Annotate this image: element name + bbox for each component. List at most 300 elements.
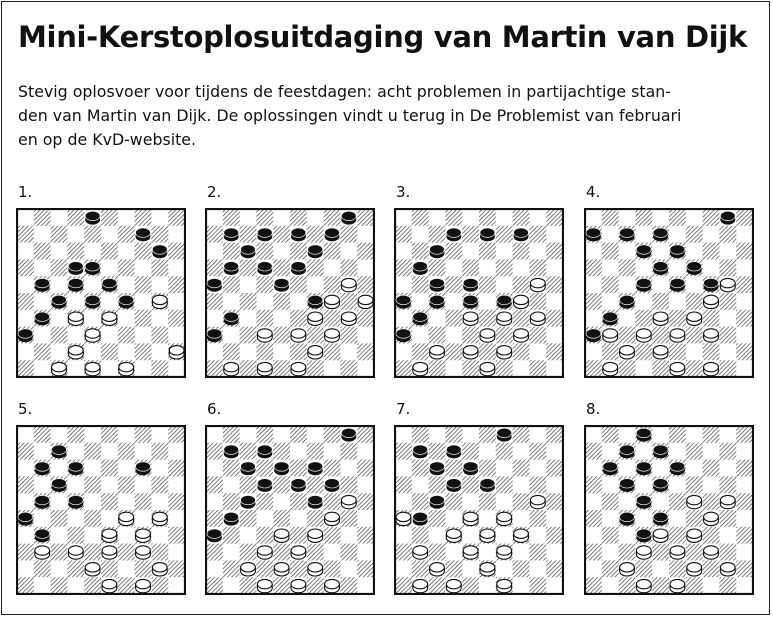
white-piece	[257, 546, 272, 559]
dark-square	[736, 426, 753, 443]
dark-square	[51, 510, 68, 527]
dark-square	[719, 510, 736, 527]
black-piece	[670, 462, 685, 475]
white-piece	[480, 529, 495, 542]
black-piece	[291, 479, 306, 492]
dark-square	[151, 226, 168, 243]
dark-square	[496, 226, 513, 243]
white-piece	[102, 529, 117, 542]
dark-square	[546, 243, 563, 260]
dark-square	[273, 360, 290, 377]
dark-square	[290, 560, 307, 577]
dark-square	[719, 259, 736, 276]
dark-square	[307, 327, 324, 344]
dark-square	[240, 577, 257, 594]
black-piece	[603, 312, 618, 325]
black-piece	[586, 329, 601, 342]
dark-square	[273, 293, 290, 310]
dark-square	[240, 259, 257, 276]
white-piece	[530, 278, 545, 291]
dark-square	[635, 209, 652, 226]
black-piece	[620, 445, 635, 458]
dark-square	[240, 510, 257, 527]
dark-square	[585, 510, 602, 527]
black-piece	[586, 228, 601, 241]
dark-square	[412, 426, 429, 443]
black-piece	[18, 329, 33, 342]
dark-square	[686, 293, 703, 310]
dark-square	[395, 577, 412, 594]
black-piece	[497, 295, 512, 308]
dark-square	[445, 209, 462, 226]
white-piece	[704, 362, 719, 375]
dark-square	[736, 343, 753, 360]
dark-square	[290, 493, 307, 510]
white-piece	[152, 563, 167, 576]
white-piece	[52, 362, 67, 375]
dark-square	[135, 426, 152, 443]
black-piece	[68, 495, 83, 508]
dark-square	[357, 343, 374, 360]
dark-square	[529, 226, 546, 243]
black-piece	[35, 278, 50, 291]
dark-square	[496, 476, 513, 493]
white-piece	[446, 579, 461, 592]
dark-square	[429, 226, 446, 243]
black-piece	[413, 445, 428, 458]
black-piece	[430, 462, 445, 475]
dark-square	[168, 460, 185, 477]
dark-square	[669, 560, 686, 577]
black-piece	[687, 262, 702, 275]
dark-square	[256, 209, 273, 226]
diagram-number: 6.	[207, 400, 222, 418]
white-piece	[291, 362, 306, 375]
dark-square	[273, 327, 290, 344]
black-piece	[396, 329, 411, 342]
dark-square	[17, 544, 34, 561]
black-piece	[224, 228, 239, 241]
black-piece	[620, 295, 635, 308]
dark-square	[324, 310, 341, 327]
white-piece	[653, 312, 668, 325]
dark-square	[17, 360, 34, 377]
dark-square	[118, 327, 135, 344]
black-piece	[653, 228, 668, 241]
diagram-number: 8.	[586, 400, 601, 418]
dark-square	[479, 276, 496, 293]
dark-square	[719, 360, 736, 377]
dark-square	[67, 527, 84, 544]
dark-square	[736, 527, 753, 544]
dark-square	[206, 476, 223, 493]
white-piece	[514, 329, 529, 342]
dark-square	[290, 460, 307, 477]
dark-square	[445, 310, 462, 327]
black-piece	[463, 462, 478, 475]
dark-square	[17, 226, 34, 243]
dark-square	[703, 243, 720, 260]
dark-square	[223, 560, 240, 577]
white-piece	[257, 329, 272, 342]
dark-square	[412, 243, 429, 260]
white-piece	[257, 362, 272, 375]
dark-square	[273, 259, 290, 276]
black-piece	[396, 295, 411, 308]
dark-square	[703, 560, 720, 577]
dark-square	[51, 226, 68, 243]
white-piece	[119, 512, 134, 525]
white-piece	[497, 546, 512, 559]
white-piece	[257, 579, 272, 592]
dark-square	[67, 209, 84, 226]
dark-square	[496, 259, 513, 276]
dark-square	[546, 209, 563, 226]
black-piece	[636, 278, 651, 291]
white-piece	[720, 495, 735, 508]
dark-square	[602, 493, 619, 510]
dark-square	[513, 343, 530, 360]
dark-square	[635, 310, 652, 327]
black-piece	[413, 312, 428, 325]
dark-square	[340, 443, 357, 460]
white-piece	[274, 529, 289, 542]
dark-square	[34, 560, 51, 577]
black-piece	[446, 479, 461, 492]
dark-square	[256, 276, 273, 293]
dark-square	[273, 443, 290, 460]
dark-square	[585, 577, 602, 594]
black-piece	[241, 495, 256, 508]
white-piece	[308, 529, 323, 542]
white-piece	[308, 563, 323, 576]
article-title: Mini-Kerstoplosuitdaging van Martin van Dijk	[18, 20, 748, 54]
white-piece	[670, 546, 685, 559]
white-piece	[530, 495, 545, 508]
black-piece	[653, 512, 668, 525]
dark-square	[703, 209, 720, 226]
dark-square	[240, 443, 257, 460]
dark-square	[118, 259, 135, 276]
dark-square	[340, 226, 357, 243]
white-piece	[102, 546, 117, 559]
dark-square	[619, 577, 636, 594]
dark-square	[256, 310, 273, 327]
white-piece	[687, 495, 702, 508]
black-piece	[308, 495, 323, 508]
black-piece	[68, 262, 83, 275]
white-piece	[325, 295, 340, 308]
dark-square	[585, 476, 602, 493]
white-piece	[720, 278, 735, 291]
black-piece	[68, 278, 83, 291]
dark-square	[513, 460, 530, 477]
dark-square	[273, 510, 290, 527]
dark-square	[652, 544, 669, 561]
white-piece	[119, 362, 134, 375]
dark-square	[34, 243, 51, 260]
dark-square	[462, 476, 479, 493]
dark-square	[719, 544, 736, 561]
dark-square	[101, 460, 118, 477]
dark-square	[585, 259, 602, 276]
dark-square	[256, 426, 273, 443]
black-piece	[152, 245, 167, 258]
white-piece	[85, 329, 100, 342]
black-piece	[720, 211, 735, 224]
dark-square	[546, 560, 563, 577]
dark-square	[17, 443, 34, 460]
diagram-number: 1.	[18, 183, 33, 201]
dark-square	[719, 327, 736, 344]
dark-square	[429, 476, 446, 493]
dark-square	[273, 544, 290, 561]
dark-square	[340, 577, 357, 594]
dark-square	[546, 310, 563, 327]
dark-square	[619, 360, 636, 377]
dark-square	[273, 577, 290, 594]
black-piece	[291, 262, 306, 275]
black-piece	[341, 211, 356, 224]
white-piece	[291, 546, 306, 559]
dark-square	[67, 243, 84, 260]
black-piece	[257, 479, 272, 492]
dark-square	[307, 226, 324, 243]
white-piece	[136, 529, 151, 542]
dark-square	[290, 343, 307, 360]
diagram-number: 4.	[586, 183, 601, 201]
black-piece	[413, 262, 428, 275]
dark-square	[546, 527, 563, 544]
dark-square	[479, 310, 496, 327]
dark-square	[151, 476, 168, 493]
black-piece	[446, 445, 461, 458]
dark-square	[703, 426, 720, 443]
dark-square	[256, 343, 273, 360]
white-piece	[704, 329, 719, 342]
dark-square	[340, 293, 357, 310]
dark-square	[340, 327, 357, 344]
diagram-number: 7.	[396, 400, 411, 418]
dark-square	[151, 327, 168, 344]
black-piece	[257, 228, 272, 241]
draughts-diagram-6	[205, 425, 375, 595]
dark-square	[340, 544, 357, 561]
dark-square	[118, 577, 135, 594]
white-piece	[603, 329, 618, 342]
dark-square	[168, 243, 185, 260]
dark-square	[340, 360, 357, 377]
white-piece	[636, 546, 651, 559]
dark-square	[151, 259, 168, 276]
dark-square	[736, 493, 753, 510]
dark-square	[395, 226, 412, 243]
dark-square	[529, 360, 546, 377]
draughts-diagram-4	[584, 208, 754, 378]
dark-square	[273, 476, 290, 493]
dark-square	[240, 226, 257, 243]
dark-square	[619, 259, 636, 276]
black-piece	[52, 295, 67, 308]
white-piece	[413, 546, 428, 559]
dark-square	[429, 360, 446, 377]
white-piece	[653, 529, 668, 542]
black-piece	[446, 228, 461, 241]
intro-line: Stevig oplosvoer voor tijdens de feestdagen: acht problemen in partijachtige stan-	[18, 82, 671, 101]
draughts-diagram-5	[16, 425, 186, 595]
black-piece	[241, 245, 256, 258]
black-piece	[653, 479, 668, 492]
black-piece	[325, 479, 340, 492]
white-piece	[670, 329, 685, 342]
black-piece	[670, 245, 685, 258]
dark-square	[273, 226, 290, 243]
black-piece	[413, 512, 428, 525]
dark-square	[513, 560, 530, 577]
dark-square	[101, 493, 118, 510]
dark-square	[206, 577, 223, 594]
dark-square	[206, 544, 223, 561]
white-piece	[136, 546, 151, 559]
dark-square	[34, 426, 51, 443]
dark-square	[168, 493, 185, 510]
dark-square	[652, 293, 669, 310]
black-piece	[119, 295, 134, 308]
dark-square	[357, 527, 374, 544]
dark-square	[135, 560, 152, 577]
black-piece	[653, 262, 668, 275]
dark-square	[462, 259, 479, 276]
dark-square	[546, 460, 563, 477]
dark-square	[223, 527, 240, 544]
black-piece	[85, 295, 100, 308]
draughts-diagram-1	[16, 208, 186, 378]
dark-square	[479, 460, 496, 477]
white-piece	[291, 329, 306, 342]
dark-square	[357, 560, 374, 577]
white-piece	[603, 362, 618, 375]
white-piece	[224, 362, 239, 375]
dark-square	[585, 544, 602, 561]
dark-square	[546, 276, 563, 293]
dark-square	[168, 276, 185, 293]
diagram-number: 3.	[396, 183, 411, 201]
dark-square	[703, 310, 720, 327]
white-piece	[325, 329, 340, 342]
dark-square	[84, 544, 101, 561]
white-piece	[68, 346, 83, 359]
black-piece	[636, 495, 651, 508]
white-piece	[704, 295, 719, 308]
dark-square	[324, 276, 341, 293]
dark-square	[529, 510, 546, 527]
white-piece	[325, 512, 340, 525]
dark-square	[256, 243, 273, 260]
black-piece	[603, 462, 618, 475]
dark-square	[206, 293, 223, 310]
white-piece	[341, 495, 356, 508]
dark-square	[669, 209, 686, 226]
dark-square	[736, 560, 753, 577]
dark-square	[168, 310, 185, 327]
dark-square	[135, 493, 152, 510]
dark-square	[324, 560, 341, 577]
draughts-diagram-7	[394, 425, 564, 595]
dark-square	[206, 360, 223, 377]
dark-square	[168, 426, 185, 443]
dark-square	[223, 493, 240, 510]
dark-square	[602, 560, 619, 577]
white-piece	[620, 346, 635, 359]
dark-square	[429, 577, 446, 594]
dark-square	[513, 243, 530, 260]
dark-square	[479, 493, 496, 510]
dark-square	[736, 276, 753, 293]
white-piece	[636, 579, 651, 592]
dark-square	[669, 493, 686, 510]
white-piece	[308, 346, 323, 359]
white-piece	[358, 295, 373, 308]
dark-square	[307, 577, 324, 594]
black-piece	[620, 512, 635, 525]
dark-square	[602, 426, 619, 443]
dark-square	[307, 510, 324, 527]
dark-square	[445, 343, 462, 360]
black-piece	[207, 329, 222, 342]
dark-square	[84, 226, 101, 243]
dark-square	[357, 276, 374, 293]
dark-square	[686, 510, 703, 527]
dark-square	[118, 544, 135, 561]
dark-square	[462, 360, 479, 377]
dark-square	[223, 243, 240, 260]
black-piece	[480, 228, 495, 241]
dark-square	[101, 243, 118, 260]
dark-square	[307, 544, 324, 561]
dark-square	[340, 476, 357, 493]
white-piece	[480, 563, 495, 576]
white-piece	[430, 346, 445, 359]
dark-square	[357, 243, 374, 260]
dark-square	[135, 243, 152, 260]
dark-square	[546, 426, 563, 443]
dark-square	[256, 560, 273, 577]
dark-square	[84, 443, 101, 460]
dark-square	[101, 426, 118, 443]
dark-square	[290, 243, 307, 260]
dark-square	[462, 226, 479, 243]
dark-square	[223, 276, 240, 293]
dark-square	[168, 527, 185, 544]
draughts-diagram-3	[394, 208, 564, 378]
dark-square	[686, 443, 703, 460]
dark-square	[51, 544, 68, 561]
intro-line: den van Martin van Dijk. De oplossingen vindt u terug in De Problemist van februari	[18, 106, 682, 125]
dark-square	[719, 226, 736, 243]
white-piece	[497, 512, 512, 525]
dark-square	[324, 209, 341, 226]
dark-square	[429, 327, 446, 344]
dark-square	[602, 343, 619, 360]
dark-square	[340, 510, 357, 527]
dark-square	[496, 443, 513, 460]
black-piece	[308, 295, 323, 308]
white-piece	[413, 362, 428, 375]
dark-square	[412, 276, 429, 293]
dark-square	[686, 360, 703, 377]
dark-square	[151, 360, 168, 377]
dark-square	[324, 343, 341, 360]
